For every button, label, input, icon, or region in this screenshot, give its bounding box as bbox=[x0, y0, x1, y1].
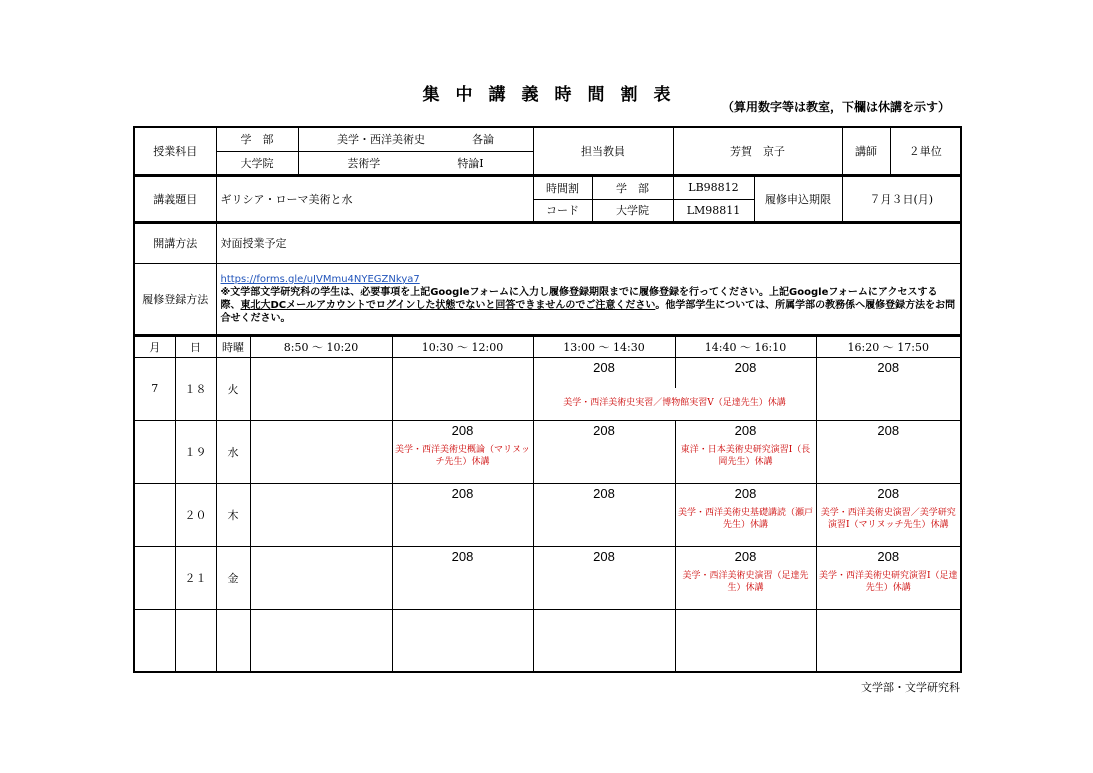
slot-p3 bbox=[533, 357, 675, 388]
grad-label: 大学院 bbox=[216, 151, 298, 175]
row-month bbox=[134, 483, 175, 546]
room-number: 208 bbox=[593, 422, 615, 438]
table-row bbox=[134, 357, 961, 388]
row-weekday: 水 bbox=[216, 420, 250, 483]
cancel-note: 美学・西洋美術史演習（足達先生）休講 bbox=[682, 570, 809, 593]
table-row bbox=[134, 483, 961, 546]
grad-kind: 特論Ⅰ bbox=[457, 156, 484, 170]
slot-p4 bbox=[675, 546, 816, 609]
register-text-1: ※文学部文学研究科の学生は、必要事項を上記Googleフォームに入力し履修登録期限までに履修登録を行ってください。上記Googleフォームにアクセスする際、 bbox=[220, 286, 938, 311]
schedule-table bbox=[133, 335, 962, 673]
row-weekday: 火 bbox=[216, 357, 250, 420]
faculty-subject: 美学・西洋美術史 bbox=[337, 133, 425, 147]
table-row bbox=[134, 420, 961, 483]
header-period-3: 13:00 〜 14:30 bbox=[533, 336, 675, 357]
schedule-header-row bbox=[134, 336, 961, 357]
slot-p1 bbox=[250, 357, 392, 420]
header-period-4: 14:40 〜 16:10 bbox=[675, 336, 816, 357]
room-number: 208 bbox=[877, 485, 900, 501]
slot-p2 bbox=[392, 609, 533, 672]
slot-p1 bbox=[250, 546, 392, 609]
slot-p2 bbox=[392, 420, 533, 483]
course-info-table bbox=[133, 126, 962, 176]
slot-p3 bbox=[533, 609, 675, 672]
row-month bbox=[134, 546, 175, 609]
row-day: ２０ bbox=[175, 483, 216, 546]
faculty-subject-cell bbox=[298, 127, 533, 151]
slot-p5 bbox=[816, 546, 961, 609]
legend-note: （算用数字等は教室，下欄は休講を示す） bbox=[721, 100, 950, 114]
room-number: 208 bbox=[734, 485, 757, 501]
slot-p3 bbox=[533, 420, 675, 483]
room-number: 208 bbox=[451, 485, 474, 501]
row-day bbox=[175, 609, 216, 672]
slot-p3-p4-cancel bbox=[533, 388, 816, 420]
slot-p3 bbox=[533, 483, 675, 546]
slot-p4 bbox=[675, 609, 816, 672]
table-row bbox=[134, 546, 961, 609]
credits: ２単位 bbox=[890, 127, 961, 175]
code-grad-label: 大学院 bbox=[592, 199, 673, 222]
slot-p4 bbox=[675, 483, 816, 546]
timetable-sheet bbox=[133, 126, 960, 673]
cancel-note: 美学・西洋美術史基礎講読（瀬戸先生）休講 bbox=[677, 507, 813, 530]
row-day: １９ bbox=[175, 420, 216, 483]
room-number: 208 bbox=[734, 359, 757, 375]
room-number: 208 bbox=[451, 548, 474, 564]
register-text-2: 。他学部学生については、所属学部の教務係へ履修登録方法をお問合せください。 bbox=[220, 299, 956, 324]
code-label-1: 時間割 bbox=[533, 176, 592, 199]
cancel-note: 美学・西洋美術史実習／博物館実習Ⅴ（足達先生）休講 bbox=[563, 398, 786, 408]
header-period-2: 10:30 〜 12:00 bbox=[392, 336, 533, 357]
cancel-note: 美学・西洋美術史演習／美学研究演習Ⅰ（マリヌッチ先生）休講 bbox=[820, 507, 956, 530]
slot-p5 bbox=[816, 609, 961, 672]
method-label: 開講方法 bbox=[134, 223, 216, 263]
slot-p1 bbox=[250, 420, 392, 483]
row-month bbox=[134, 420, 175, 483]
room-number: 208 bbox=[877, 359, 900, 375]
code-faculty: LB98812 bbox=[673, 176, 754, 199]
code-grad: LM98811 bbox=[673, 199, 754, 222]
slot-p5 bbox=[816, 483, 961, 546]
teacher-title: 講師 bbox=[842, 127, 890, 175]
slot-p1 bbox=[250, 609, 392, 672]
faculty-label: 学 部 bbox=[216, 127, 298, 151]
slot-p2 bbox=[392, 546, 533, 609]
topic-table bbox=[133, 175, 962, 223]
register-text-underlined: 東北大DCメールアカウントでログインした状態でないと回答できませんのでご注意ください bbox=[240, 299, 656, 311]
topic: ギリシア・ローマ美術と水 bbox=[216, 176, 533, 222]
table-row bbox=[134, 609, 961, 672]
slot-p5 bbox=[816, 357, 961, 420]
slot-p3 bbox=[533, 546, 675, 609]
method: 対面授業予定 bbox=[216, 223, 961, 263]
subject-label: 授業科目 bbox=[134, 127, 216, 175]
cancel-note: 美学・西洋美術史概論（マリヌッチ先生）休講 bbox=[394, 444, 530, 467]
room-number: 208 bbox=[734, 422, 757, 438]
teacher-label: 担当教員 bbox=[533, 127, 673, 175]
cancel-note: 美学・西洋美術史研究演習Ⅰ（足達先生）休講 bbox=[818, 570, 958, 593]
row-month bbox=[134, 609, 175, 672]
code-label-2: コード bbox=[533, 199, 592, 222]
room-number: 208 bbox=[593, 485, 615, 501]
header-weekday: 時曜 bbox=[216, 336, 250, 357]
grad-subject: 芸術学 bbox=[347, 156, 381, 170]
method-table bbox=[133, 222, 962, 336]
room-number: 208 bbox=[593, 359, 615, 375]
room-number: 208 bbox=[734, 548, 757, 564]
deadline-label: 履修申込期限 bbox=[754, 176, 842, 222]
slot-p4 bbox=[675, 420, 816, 483]
slot-p4 bbox=[675, 357, 816, 388]
register-label: 履修登録方法 bbox=[134, 263, 216, 335]
footer-org: 文学部・文学研究科 bbox=[861, 681, 960, 694]
teacher-name: 芳賀 京子 bbox=[673, 127, 842, 175]
register-info bbox=[216, 263, 961, 335]
room-number: 208 bbox=[877, 548, 900, 564]
row-weekday: 木 bbox=[216, 483, 250, 546]
room-number: 208 bbox=[877, 422, 900, 438]
row-weekday bbox=[216, 609, 250, 672]
cancel-note: 東洋・日本美術史研究演習Ⅰ（長岡先生）休講 bbox=[680, 444, 811, 467]
page-title: 集中講義時間割表 bbox=[422, 85, 687, 105]
header-month: 月 bbox=[134, 336, 175, 357]
faculty-kind: 各論 bbox=[472, 133, 494, 147]
slot-p2 bbox=[392, 357, 533, 420]
deadline: ７月３日(月) bbox=[842, 176, 961, 222]
header-day: 日 bbox=[175, 336, 216, 357]
grad-subject-cell bbox=[298, 151, 533, 175]
slot-p1 bbox=[250, 483, 392, 546]
header-period-5: 16:20 〜 17:50 bbox=[816, 336, 961, 357]
register-link[interactable]: https://forms.gle/uJVMmu4NYEGZNkya7 bbox=[220, 273, 420, 285]
topic-label: 講義題目 bbox=[134, 176, 216, 222]
row-month: 7 bbox=[134, 357, 175, 420]
room-number: 208 bbox=[451, 422, 474, 438]
row-weekday: 金 bbox=[216, 546, 250, 609]
room-number: 208 bbox=[593, 548, 615, 564]
slot-p5 bbox=[816, 420, 961, 483]
header-period-1: 8:50 〜 10:20 bbox=[250, 336, 392, 357]
code-faculty-label: 学 部 bbox=[592, 176, 673, 199]
row-day: ２１ bbox=[175, 546, 216, 609]
slot-p2 bbox=[392, 483, 533, 546]
row-day: １８ bbox=[175, 357, 216, 420]
